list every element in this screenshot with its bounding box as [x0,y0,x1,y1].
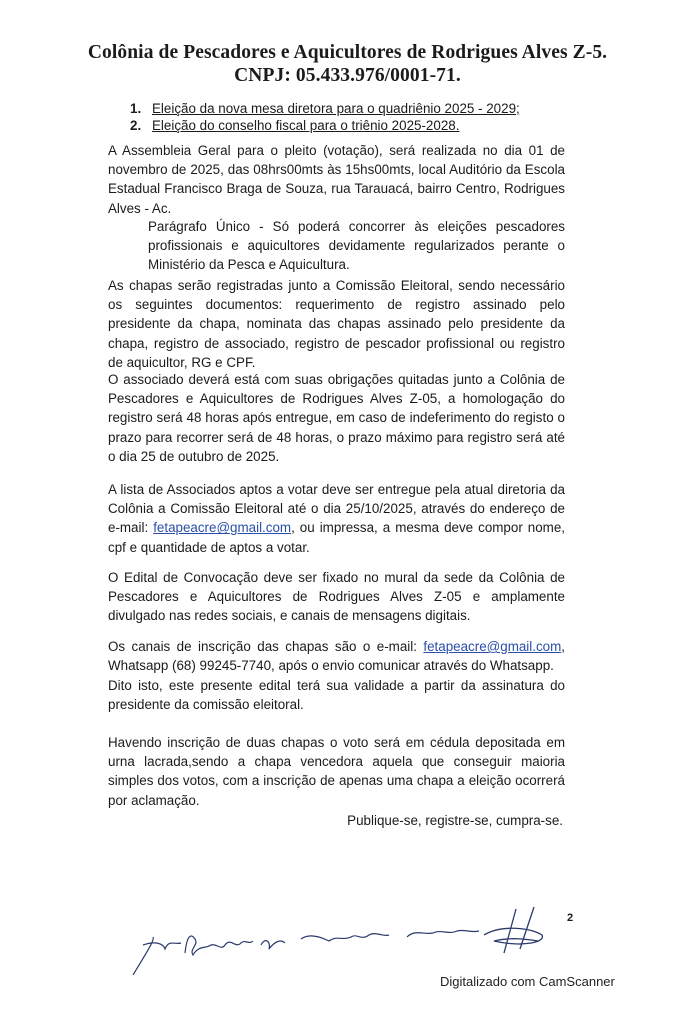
camscanner-watermark: Digitalizado com CamScanner [440,974,615,989]
agenda-number: 1. [130,101,142,116]
registration-paragraph: As chapas serão registradas junto a Comissão Eleitoral, sendo necessário os seguintes documentos: requerimento de registro assinado pelo presidente da chapa, nominata das chapas assinado pelo presidente da chapa, registro de associado, registro de pescador profissional ou registro de aquicultor, RG e CPF. [108,278,565,370]
single-paragraph-clause: Parágrafo Único - Só poderá concorrer às eleições pescadores profissionais e aquicultores devidamente regularizados perante o Ministério da Pesca e Aquicultura. [148,219,565,273]
page-number: 2 [567,912,574,924]
assembly-paragraph: A Assembleia Geral para o pleito (votação), será realizada no dia 01 de novembro de 2025, das 08hrs00mts às 15hs00mts, local Auditório da Escola Estadual Francisco Braga de Souza, rua Tarauacá, bairro Centro, Rodrigues Alves - Ac. [108,143,565,216]
agenda-item [130,117,520,134]
organization-title: Colônia de Pescadores e Aquicultores de Rodrigues Alves Z-5. [87,42,608,63]
email-link[interactable]: fetapeacre@gmail.com [153,520,292,536]
cnpj-line: CNPJ: 05.433.976/0001-71. [234,65,461,86]
closing-line: Publique-se, registre-se, cumpra-se. [347,813,563,828]
validity-paragraph: Dito isto, este presente edital terá sua validade a partir da assinatura do presidente da comissão eleitoral. [108,678,565,713]
initials-signature [480,905,560,960]
channels-paragraph [108,637,565,675]
channels-text: Os canais de inscrição das chapas são o e-mail: [108,639,424,654]
obligations-paragraph: O associado deverá está com suas obrigações quitadas junto a Colônia de Pescadores e Aquicultores de Rodrigues Alves Z-05, a homologação do registro será 48 horas após entregue, em caso de indeferimento do registo o prazo para recorrer será de 48 horas, o prazo máximo para registro será até o dia 25 de outubro de 2025. [108,372,565,464]
agenda-item [130,100,520,117]
voter-list-text-end: , ou impressa, a mesma deve compor nome, cpf e quantidade de aptos a votar. [108,520,565,555]
agenda-number: 2. [130,118,142,133]
agenda-text: Eleição do conselho fiscal para o triênio 2025-2028. [152,118,460,133]
email-link[interactable]: fetapeacre@gmail.com [423,639,562,654]
agenda-text: Eleição da nova mesa diretora para o quadriênio 2025 - 2029; [152,101,520,116]
agenda-list [130,100,520,134]
voting-paragraph: Havendo inscrição de duas chapas o voto será em cédula depositada em urna lacrada,sendo a chapa vencedora aquela que conseguir maioria simples dos votos, com a inscrição de apenas uma chapa a eleição ocorrerá por aclamação. [108,735,565,808]
edital-paragraph: O Edital de Convocação deve ser fixado no mural da sede da Colônia de Pescadores e Aquicultores de Rodrigues Alves Z-05 e amplamente divulgado nas redes sociais, e canais de mensagens digitais. [108,570,565,624]
channels-text-end: , Whatsapp (68) 99245-7740, após o envio comunicar através do Whatsapp. [108,639,565,674]
voter-list-paragraph [108,480,565,557]
voter-list-text: A lista de Associados aptos a votar deve ser entregue pela atual diretoria da Colônia a Comissão Eleitoral até o dia 25/10/2025, através do endereço de e-mail: [108,482,565,536]
